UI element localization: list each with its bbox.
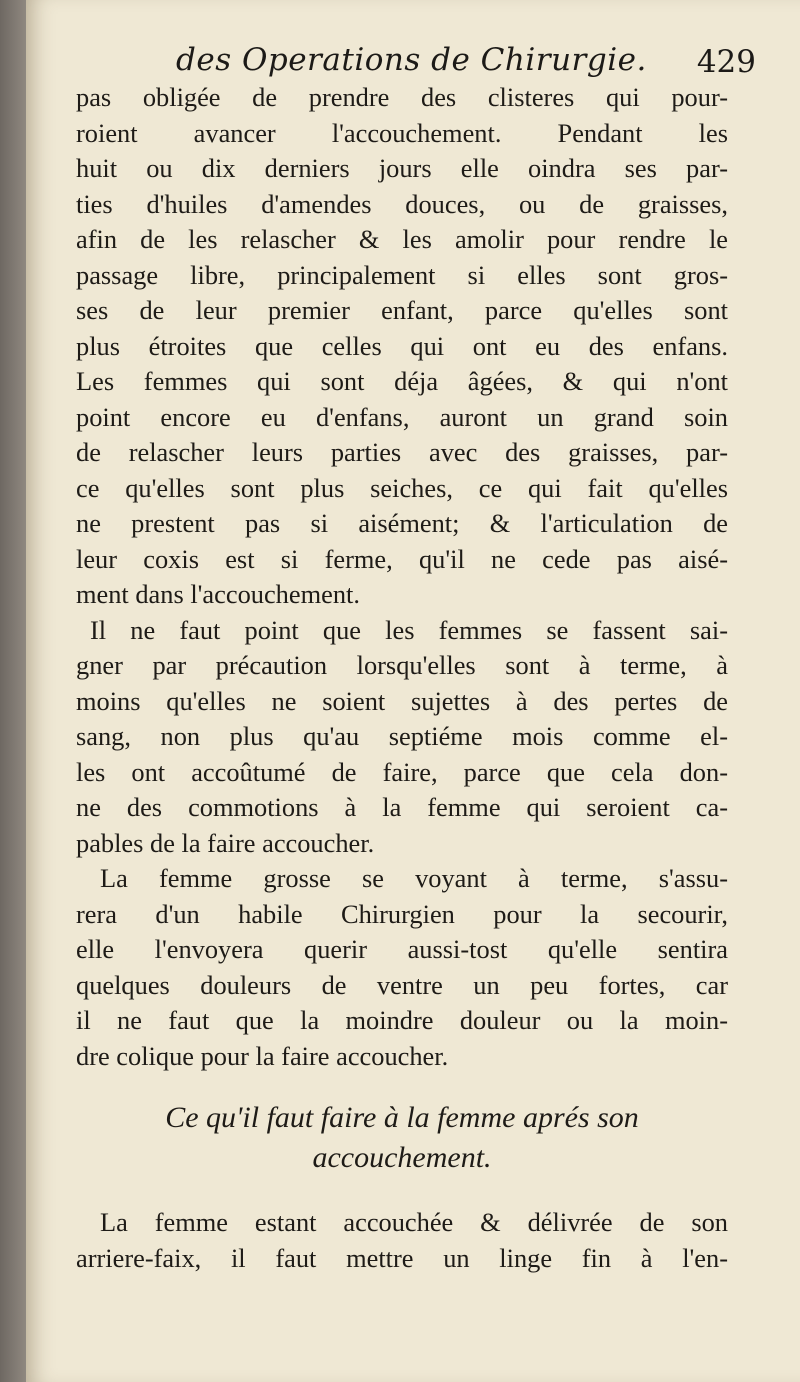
text-line: de relascher leurs parties avec des graisses, par- — [76, 437, 728, 467]
text-line: roient avancer l'accouchement. Pendant les — [76, 117, 728, 148]
text-line: moins qu'elles ne soient sujettes à des pertes de — [76, 685, 728, 716]
text-line: Il ne faut point que les femmes se fassent sai- — [90, 614, 728, 645]
text-line: gner par précaution lorsqu'elles sont à terme, à — [76, 650, 728, 680]
text-line: ne des commotions à la femme qui seroient ca- — [76, 792, 728, 822]
text-line: ne prestent pas si aisément; & l'articulation de — [76, 508, 728, 538]
text-line: La femme estant accouchée & délivrée de son — [100, 1207, 728, 1237]
page-number: 429 — [696, 44, 756, 80]
text-line: ties d'huiles d'amendes douces, ou de graisses, — [76, 188, 728, 219]
text-line: huit ou dix derniers jours elle oindra ses par- — [76, 153, 728, 183]
section-heading-line-1: Ce qu'il faut faire à la femme aprés son — [165, 1101, 639, 1134]
text-line: La femme grosse se voyant à terme, s'assu- — [100, 863, 728, 893]
section-heading — [76, 1098, 728, 1178]
body-text — [76, 80, 728, 1074]
text-line: les ont accoûtumé de faire, parce que cela don- — [76, 756, 728, 787]
text-line: afin de les relascher & les amolir pour rendre le — [76, 224, 728, 254]
text-line: rera d'un habile Chirurgien pour la secourir, — [76, 898, 728, 929]
running-title: des Operations de Chirurgie. — [176, 42, 647, 78]
paragraph-2 — [76, 613, 728, 862]
text-line: pas obligée de prendre des clisteres qui pour- — [76, 82, 728, 112]
text-line: dre colique pour la faire accoucher. — [76, 1040, 449, 1071]
text-line: pables de la faire accoucher. — [76, 827, 375, 858]
text-line: arriere-faix, il faut mettre un linge fin à l'en- — [76, 1243, 728, 1273]
text-line: Les femmes qui sont déja âgées, & qui n'ont — [76, 366, 728, 396]
section-heading-line-2: accouchement. — [312, 1141, 492, 1174]
text-line: passage libre, principalement si elles sont gros- — [76, 259, 728, 290]
text-line: ment dans l'accouchement. — [76, 579, 360, 609]
book-page — [26, 0, 800, 1382]
text-line: plus étroites que celles qui ont eu des enfans. — [76, 330, 728, 361]
text-line: ce qu'elles sont plus seiches, ce qui fait qu'elles — [76, 472, 728, 503]
text-line: sang, non plus qu'au septiéme mois comme el- — [76, 721, 728, 751]
paragraph-1 — [76, 80, 728, 613]
text-line: il ne faut que la moindre douleur ou la moin- — [76, 1005, 728, 1035]
text-line: leur coxis est si ferme, qu'il ne cede pas aisé- — [76, 543, 728, 574]
paragraph-3 — [76, 861, 728, 1074]
text-line: elle l'envoyera querir aussi-tost qu'elle sentira — [76, 934, 728, 964]
text-line: ses de leur premier enfant, parce qu'elles sont — [76, 295, 728, 325]
book-gutter-edge — [0, 0, 26, 1382]
text-line: point encore eu d'enfans, auront un grand soin — [76, 401, 728, 432]
text-line: quelques douleurs de ventre un peu fortes, car — [76, 969, 728, 1000]
final-paragraph — [76, 1204, 728, 1276]
